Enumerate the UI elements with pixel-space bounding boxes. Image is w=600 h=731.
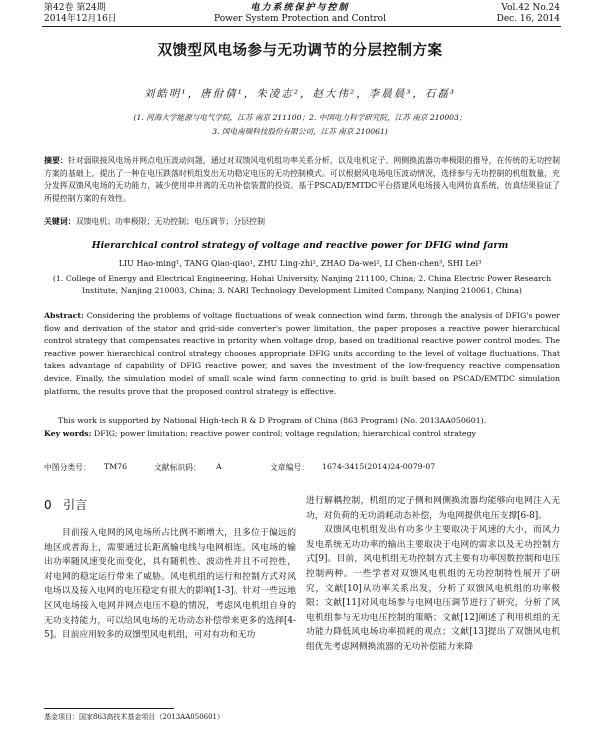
doc-code-value: A [216,462,222,471]
header-volume-en: Vol.42 No.24 [501,3,560,13]
abstract-cn-text: 针对弱联接风电场并网点电压波动问题，通过对双馈风电机组功率关系分析，以及电机定子、网侧换流器功率极限的推导，在传统的无功控制方案的基础上，提出了一种在电压跌落时机组发出无功稳定电压的无功控制模式。可以根据风电场电压波动情况，选择参与无功控制的机组数量，充分发挥双馈风电场的无功能力，减少使用串并离的无功补偿装置的投资。基于PSCAD/EMTDC平台搭建风电场接入电网仿真系统，仿真结果验证了所提控制方案的有效性。 [44,156,560,203]
doc-code-label: 文献标识码： [154,463,201,472]
header-journal-cn: 电力系统保护与控制 [250,3,350,13]
header-rule [42,26,561,27]
right-column [306,494,560,655]
abstract-en-label: Abstract: [44,311,84,320]
keywords-cn-label: 关键词： [44,217,76,226]
paper-title-en: Hierarchical control strategy of voltage and reactive power for DFIG wind farm [91,240,509,251]
right-column-paragraph-2: 双馈风电机组发出有功多少主要取决于风速的大小，而风力发电系统无功功率的输出主要取决于电网的需求以及无功控制方式[9]。目前，风电机组无功控制方式主要有功率因数控制和电压控制两种。一些学者对双馈风电机组的无功控制特性展开了研究，文献[10]从功率关系出发，分析了双馈风电机组的功率极限；文献[11]对风电场参与电网电压调节进行了研究，分析了风电机组参与无功电压控制的策略；文献[12]阐述了利用机组的无功能力降低风电场功率损耗的观点；文献[13]提出了双馈风电机组优先考虑网侧换流器的无功补偿能力来降 [306,525,560,652]
affiliation-cn-1: (1. 河海大学能源与电气学院，江苏 南京 211100；2. 中国电力科学研究院，江苏 南京 210003； [133,113,467,122]
clc-label: 中图分类号： [44,463,91,472]
footnote-rule [44,708,174,709]
abstract-cn-label: 摘要： [44,156,68,165]
keywords-cn-text: 双馈电机；功率极限；无功控制；电压调节；分层控制 [75,217,265,226]
header-journal-en: Power System Protection and Control [214,14,386,24]
abstract-cn [44,155,560,205]
clc-value: TM76 [104,462,128,471]
header-date-en: Dec. 16, 2014 [496,14,560,24]
funding-en: This work is supported by National High-tech R & D Program of China (863 Program) (No. 2013AA050601). [58,416,487,425]
abstract-en [44,310,560,398]
affiliations-en: (1. College of Energy and Electrical Engineering, Hohai University, Nanjing 211100, China; 2. China Electric Power Research Institute, Nanjing 210003, China; 3. NARI Technology Development Limited Company, Nanjing 210061, China) [52,274,552,295]
footnote: 基金项目：国家863高技术基金项目（2013AA050601） [44,713,225,721]
article-no-value: 1674-3415(2014)24-0079-07 [322,462,436,471]
article-no-label: 文章编号： [270,463,309,472]
authors-en: LIU Hao-ming¹, TANG Qiao-qiao¹, ZHU Ling-zhi², ZHAO Da-wei², LI Chen-chen³, SHI Lei³ [118,259,482,268]
keywords-en-text: DFIG; power limitation; reactive power control; voltage regulation; hierarchical control strategy [94,429,477,438]
header-date-cn: 2014年12月16日 [44,14,117,24]
section-heading [44,496,87,513]
keywords-en [44,429,560,438]
right-column-paragraph-1: 进行解耦控制，机组的定子侧和网侧换流器均能够向电网注入无功，对负荷的无功消耗动态补偿，为电网提供电压支撑[6-8]。 [306,496,560,521]
affiliation-cn-2: 3. 国电南瑞科技股份有限公司，江苏 南京 210061) [212,127,388,136]
header-volume-cn: 第42卷 第24期 [44,3,106,13]
left-column-text: 目前接入电网的风电场所占比例不断增大，且多位于偏远的地区或者海上，需要通过长距离输电线与电网相连。风电场的输出功率随风速变化而变化，具有随机性、波动性并且不可控性，对电网的稳定运行带来了威胁。风电机组的运行和控制方式对风电场以及接入电网的电压稳定有很大的影响[1-3]。针对一些远地区风电场接入电网并网点电压不稳的情况，考虑风电机组自身的无功支持能力，可以给风电场的无功动态补偿带来更多的选择[4-5]。目前应用较多的双馈型风电机组，可对有功和无功 [44,528,296,641]
abstract-en-text: Considering the problems of voltage fluctuations of weak connection wind farm, through the analysis of DFIG's power flow and derivation of the stator and grid-side converter's power limitation, the paper proposes a reactive power hierarchical control strategy that compensates reactive in priority when voltage drop, based on traditional reactive power control modes. The reactive power hierarchical control strategy chooses appropriate DFIG units according to the level of voltage fluctuations. That takes advantage of capability of DFIG reactive power, and saves the investment of the low-frequency reactive compensation device. Finally, the simulation model of small scale wind farm connecting to grid is built based on PSCAD/EMTDC simulation platform, the results prove that the proposed control strategy is effective. [44,311,561,396]
authors-cn: 刘皓明¹，唐佾倩¹，朱凌志²，赵大伟²，李晨晨³，石磊³ [143,88,457,100]
section-number: 0 [44,498,52,512]
keywords-cn [44,216,560,229]
paper-title-cn: 双馈型风电场参与无功调节的分层控制方案 [157,43,443,59]
keywords-en-label: Key words: [44,429,92,438]
section-title: 引言 [63,498,88,512]
